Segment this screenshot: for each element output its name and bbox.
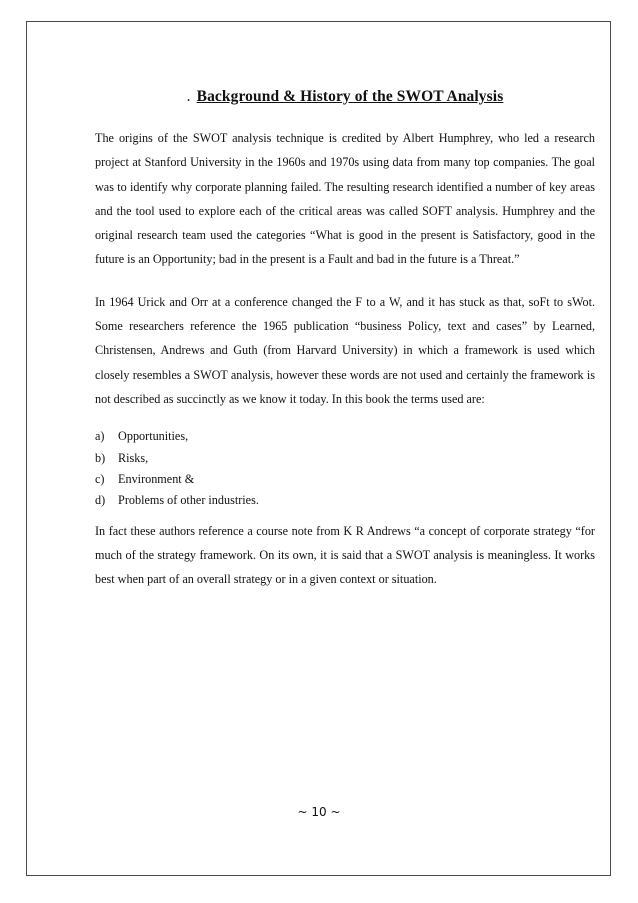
list-item-label: a) (95, 429, 105, 444)
paragraph-origins: The origins of the SWOT analysis technique is credited by Albert Humphrey, who led a research project at Stanford University in the 1960s and 1970s using data from many top companies. The goal was to identify why corporate planning failed. The resulting research identified a number of key areas and the tool used to explore each of the critical areas was called SOFT analysis. Humphrey and the original research team used the categories “What is good in the present is Satisfactory, good in the future is an Opportunity; bad in the present is a Fault and bad in the future is a Threat.” (95, 131, 595, 267)
page-number: ~ 10 ~ (297, 805, 341, 819)
list-item-text: Environment & (118, 472, 195, 487)
list-item (95, 490, 595, 511)
list-item (95, 448, 595, 469)
list-item-label: b) (95, 450, 106, 465)
section-heading (95, 88, 595, 106)
document-body (95, 88, 595, 610)
list-item-label: d) (95, 493, 106, 508)
list-item-label: c) (95, 472, 105, 487)
list-item-text: Risks, (118, 450, 149, 465)
heading-title: Background & History of the SWOT Analysis (196, 88, 504, 105)
list-item-text: Problems of other industries. (118, 493, 259, 508)
heading-marker: . (186, 88, 191, 105)
list-item (95, 469, 595, 490)
paragraph-urick-orr: In 1964 Urick and Orr at a conference changed the F to a W, and it has stuck as that, soFt to sWot. Some researchers reference the 1965 publication “business Policy, text and cases” by Learned, Christensen, Andrews and Guth (from Harvard University) in which a framework is used which closely resembles a SWOT analysis, however these words are not used and certainly the framework is not described as succinctly as we know it today. In this book the terms used are: (95, 294, 595, 406)
terms-list (95, 426, 595, 512)
paragraph-closing: In fact these authors reference a course note from K R Andrews “a concept of corporate strategy “for much of the strategy framework. On its own, it is said that a SWOT analysis is meaningless. It works best when part of an overall strategy or in a given context or situation. (95, 523, 595, 587)
list-item (95, 426, 595, 447)
list-item-text: Opportunities, (118, 429, 189, 444)
